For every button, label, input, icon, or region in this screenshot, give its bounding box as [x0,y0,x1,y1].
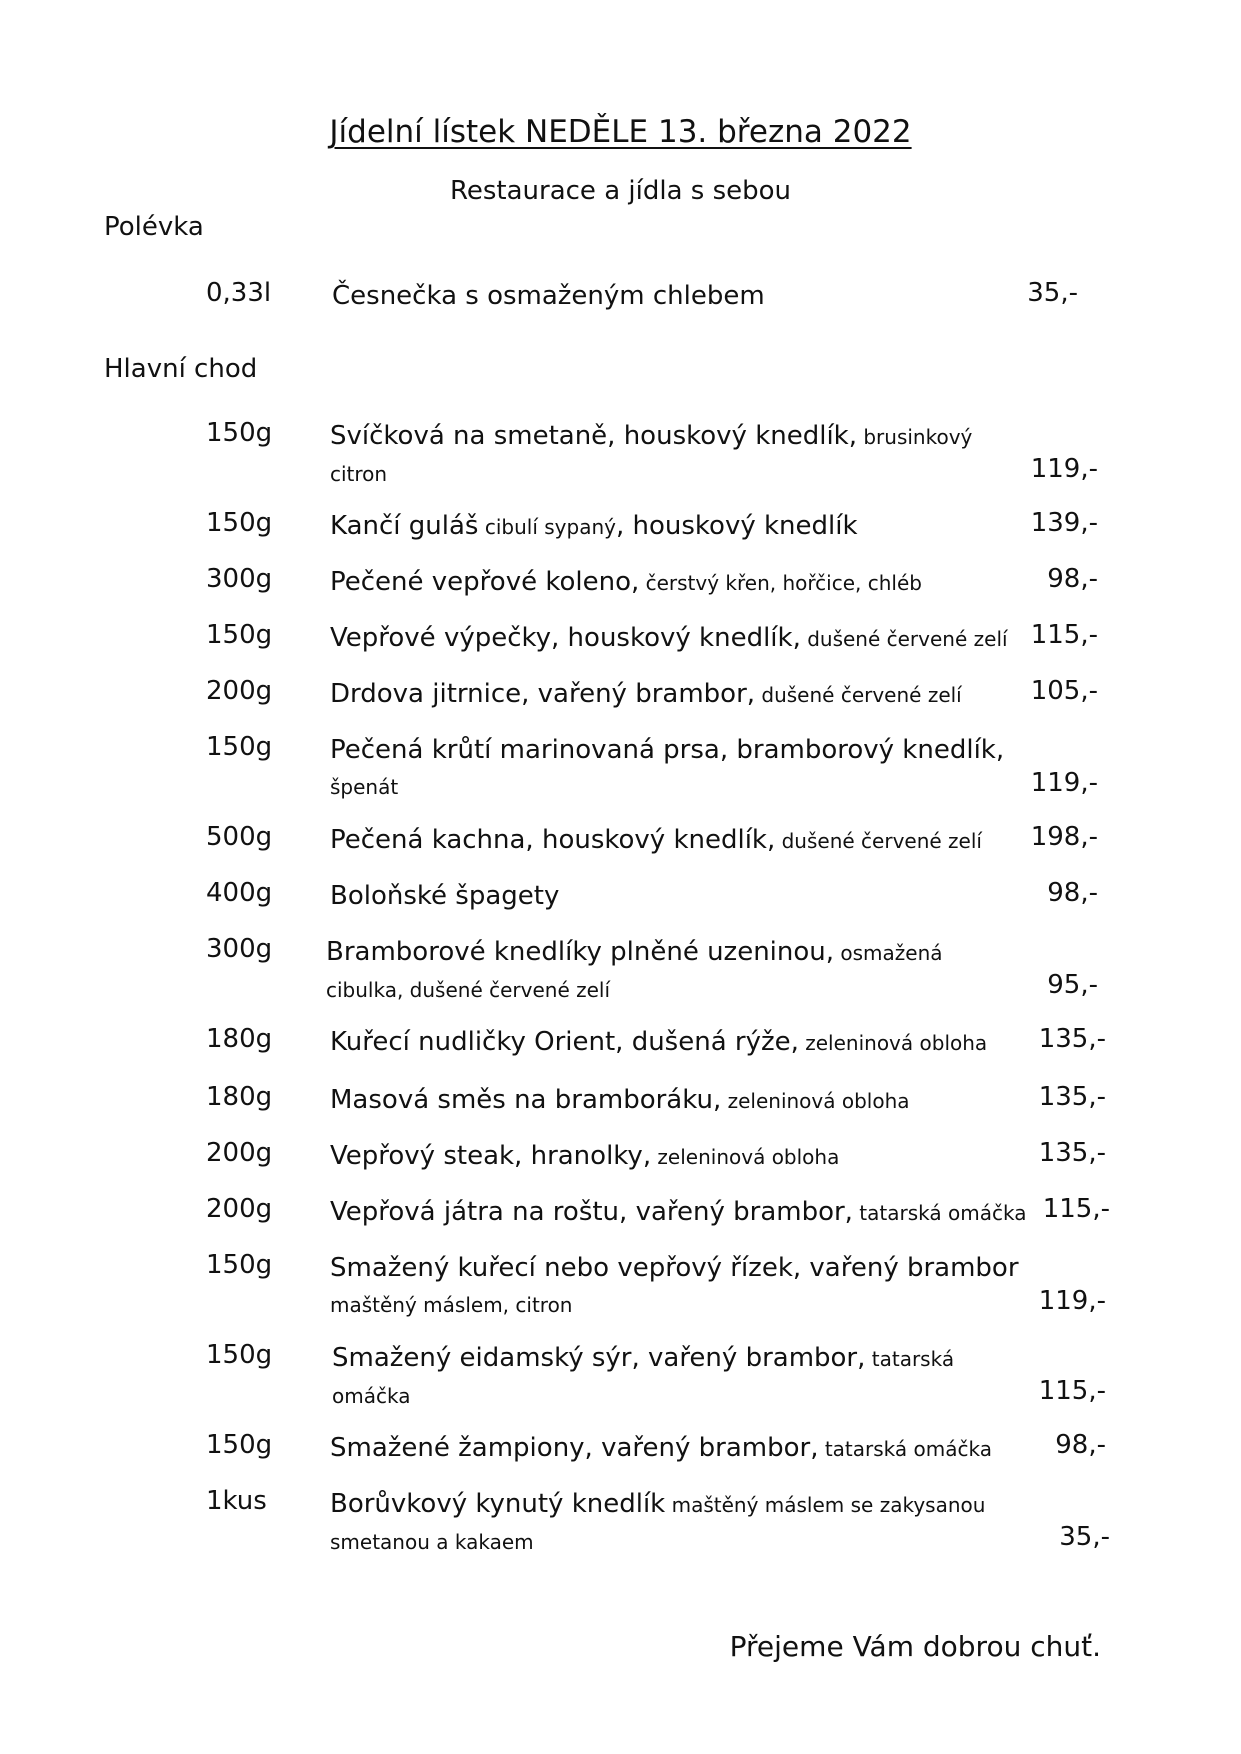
item-price: 135,- [1038,1082,1106,1112]
item-name: Bramborové knedlíky plněné uzeninou, [326,937,835,967]
item-name: Kančí guláš [330,511,479,541]
item-name: Česnečka s osmaženým chlebem [332,281,765,311]
item-quantity: 180g [206,1082,273,1112]
item-description [330,822,1030,859]
item-name: Boloňské špagety [330,881,560,911]
item-quantity: 500g [206,822,273,852]
item-price: 198,- [1030,822,1098,852]
item-name: Smažené žampiony, vařený brambor, [330,1433,819,1463]
menu-subtitle: Restaurace a jídla s sebou [449,176,792,206]
item-name: Kuřecí nudličky Orient, dušená rýže, [330,1027,799,1057]
item-side: brusinkový citron [330,425,973,486]
closing-message: Přejeme Vám dobrou chuť. [729,1630,1101,1663]
item-quantity: 150g [206,732,273,762]
item-price: 115,- [1042,1194,1110,1224]
item-name: Pečené vepřové koleno, [330,567,640,597]
item-name: Borůvkový kynutý knedlík [330,1489,666,1519]
item-quantity: 150g [206,1430,273,1460]
item-description [330,878,1030,914]
item-description [330,1250,1030,1323]
item-price: 115,- [1030,620,1098,650]
item-side: osmažená cibulka, dušené červené zelí [326,941,943,1002]
item-side: tatarská omáčka [818,1437,992,1461]
item-name: Vepřová játra na roštu, vařený brambor, [330,1197,853,1227]
item-quantity: 150g [206,620,273,650]
item-quantity: 150g [206,418,273,448]
item-name: Drdova jitrnice, vařený brambor, [330,679,756,709]
item-quantity: 200g [206,1194,273,1224]
item-name: Smažený kuřecí nebo vepřový řízek, vařený brambor [330,1253,1019,1283]
item-quantity: 0,33l [206,278,272,308]
item-description [330,1082,1030,1119]
section-heading-soup: Polévka [104,212,204,242]
item-description [330,1138,1030,1175]
item-side: tatarská omáčka [332,1347,955,1408]
item-side: dušené červené zelí [755,683,962,707]
item-side: dušené červené zelí [775,829,982,853]
item-quantity: 1kus [206,1486,267,1516]
section-heading-main: Hlavní chod [104,354,258,384]
item-price: 115,- [1038,1376,1106,1406]
item-price: 119,- [1038,1286,1106,1316]
item-side: cibulí sypaný [478,515,616,539]
item-price: 98,- [1047,564,1098,594]
item-quantity: 150g [206,1250,273,1280]
item-description [330,564,1030,601]
item-price: 119,- [1030,768,1098,798]
item-description [330,1024,1030,1061]
item-price: 139,- [1030,508,1098,538]
item-description [330,1430,1030,1467]
item-description [330,418,990,492]
item-quantity: 180g [206,1024,273,1054]
item-name: Pečená kachna, houskový knedlík, [330,825,776,855]
item-description [332,278,1032,314]
item-description [330,620,1030,657]
item-quantity: 300g [206,564,273,594]
item-name: Svíčková na smetaně, houskový knedlík, [330,421,857,451]
item-side: zeleninová obloha [721,1089,910,1113]
item-description [330,676,1030,713]
menu-title: Jídelní lístek NEDĚLE 13. března 2022 [329,114,912,150]
item-quantity: 300g [206,934,273,964]
item-name: Masová směs na bramboráku, [330,1085,722,1115]
item-price: 98,- [1055,1430,1106,1460]
item-price: 119,- [1030,454,1098,484]
item-name: Smažený eidamský sýr, vařený brambor, [332,1343,866,1373]
item-price: 135,- [1038,1138,1106,1168]
item-description [330,732,1030,805]
item-side: maštěný máslem, citron [330,1293,573,1317]
item-quantity: 150g [206,1340,273,1370]
item-name-continued: , houskový knedlík [615,511,858,541]
item-description [330,1194,1050,1231]
item-side: zeleninová obloha [798,1031,988,1055]
item-side: dušené červené zelí [800,627,1008,651]
item-side: tatarská omáčka [852,1201,1027,1225]
item-side: zeleninová obloha [651,1145,840,1169]
item-side: maštěný máslem se zakysanou smetanou a kakaem [330,1493,986,1554]
item-side: čerstvý křen, hořčice, chléb [639,571,922,595]
item-price: 135,- [1038,1024,1106,1054]
item-description [330,508,1030,545]
item-name: Vepřové výpečky, houskový knedlík, [330,623,801,653]
item-side: špenát [330,775,399,799]
item-name: Pečená krůtí marinovaná prsa, bramborový knedlík, [330,735,1005,765]
item-price: 95,- [1047,970,1098,1000]
item-price: 105,- [1030,676,1098,706]
item-quantity: 400g [206,878,273,908]
item-price: 35,- [1027,278,1078,308]
item-price: 35,- [1059,1522,1110,1552]
item-quantity: 200g [206,676,273,706]
item-description [332,1340,972,1414]
item-quantity: 200g [206,1138,273,1168]
item-price: 98,- [1047,878,1098,908]
item-description [326,934,966,1008]
item-description [330,1486,1010,1560]
item-quantity: 150g [206,508,273,538]
item-name: Vepřový steak, hranolky, [330,1141,652,1171]
